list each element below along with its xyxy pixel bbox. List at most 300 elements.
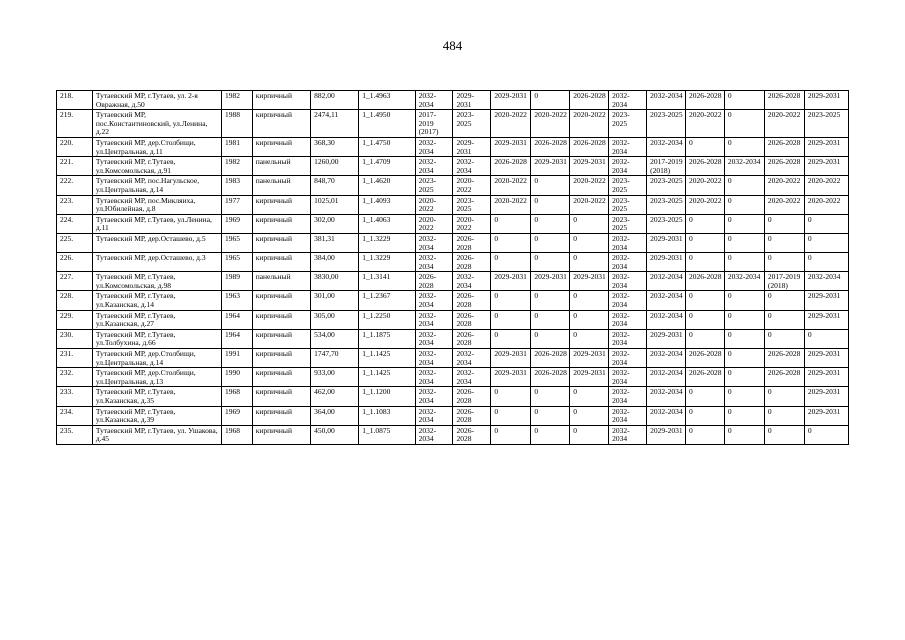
repair-period-6-cell: 2032-2034 <box>609 425 647 444</box>
repair-period-2-cell: 2020-2022 <box>453 214 491 233</box>
repair-period-5-cell: 0 <box>570 406 609 425</box>
repair-period-6-cell: 2032-2034 <box>609 387 647 406</box>
row-number-cell: 234. <box>57 406 93 425</box>
repair-period-1-cell: 2017-2019 (2017) <box>415 110 453 138</box>
repair-period-9-cell: 2032-2034 <box>724 157 764 176</box>
row-number-cell: 231. <box>57 349 93 368</box>
wall-material-cell: кирпичный <box>252 349 310 368</box>
repair-period-9-cell: 0 <box>724 233 764 252</box>
building-code-cell: 1_1.4750 <box>359 137 415 156</box>
repair-period-4-cell: 2026-2028 <box>531 349 570 368</box>
repair-period-11-cell: 2029-2031 <box>804 310 848 329</box>
area-cell: 534,00 <box>311 329 359 348</box>
repair-period-4-cell: 2020-2022 <box>531 110 570 138</box>
wall-material-cell: кирпичный <box>252 253 310 272</box>
repair-period-11-cell: 2029-2031 <box>804 91 848 110</box>
repair-period-7-cell: 2023-2025 <box>647 214 686 233</box>
table-row <box>57 272 849 291</box>
repair-period-10-cell: 0 <box>764 425 804 444</box>
repair-period-1-cell: 2020-2022 <box>415 195 453 214</box>
repair-period-6-cell: 2023-2025 <box>609 195 647 214</box>
repair-period-11-cell: 0 <box>804 233 848 252</box>
repair-period-5-cell: 0 <box>570 233 609 252</box>
table-row <box>57 349 849 368</box>
repair-period-8-cell: 0 <box>686 406 725 425</box>
area-cell: 2474,11 <box>311 110 359 138</box>
table-row <box>57 368 849 387</box>
year-built-cell: 1981 <box>221 137 252 156</box>
repair-period-1-cell: 2032-2034 <box>415 387 453 406</box>
repair-period-3-cell: 0 <box>491 329 531 348</box>
wall-material-cell: кирпичный <box>252 387 310 406</box>
repair-period-11-cell: 0 <box>804 253 848 272</box>
area-cell: 848,70 <box>311 176 359 195</box>
address-cell: Тутаевский МР, дер.Осташево, д.3 <box>92 253 221 272</box>
repair-period-11-cell: 2023-2025 <box>804 110 848 138</box>
table-row <box>57 310 849 329</box>
repair-period-11-cell: 2020-2022 <box>804 176 848 195</box>
repair-period-6-cell: 2032-2034 <box>609 329 647 348</box>
repair-period-1-cell: 2032-2034 <box>415 349 453 368</box>
address-cell: Тутаевский МР, г.Тутаев, ул.Казанская, д.27 <box>92 310 221 329</box>
building-code-cell: 1_1.3229 <box>359 233 415 252</box>
repair-period-8-cell: 0 <box>686 329 725 348</box>
repair-period-3-cell: 0 <box>491 406 531 425</box>
repair-period-3-cell: 2029-2031 <box>491 349 531 368</box>
repair-period-8-cell: 0 <box>686 214 725 233</box>
row-number-cell: 219. <box>57 110 93 138</box>
repair-period-4-cell: 0 <box>531 214 570 233</box>
area-cell: 301,00 <box>311 291 359 310</box>
repair-period-9-cell: 0 <box>724 425 764 444</box>
repair-period-10-cell: 2020-2022 <box>764 110 804 138</box>
repair-period-7-cell: 2032-2034 <box>647 91 686 110</box>
address-cell: Тутаевский МР, г.Тутаев, ул.Толбухина, д.66 <box>92 329 221 348</box>
repair-period-5-cell: 2029-2031 <box>570 368 609 387</box>
repair-period-7-cell: 2029-2031 <box>647 233 686 252</box>
page-number: 484 <box>442 38 463 53</box>
row-number-cell: 220. <box>57 137 93 156</box>
repair-period-2-cell: 2026-2028 <box>453 387 491 406</box>
repair-period-3-cell: 2029-2031 <box>491 272 531 291</box>
repair-period-8-cell: 0 <box>686 137 725 156</box>
repair-period-4-cell: 0 <box>531 253 570 272</box>
repair-period-7-cell: 2032-2034 <box>647 406 686 425</box>
year-built-cell: 1969 <box>221 214 252 233</box>
row-number-cell: 229. <box>57 310 93 329</box>
repair-period-10-cell: 2026-2028 <box>764 137 804 156</box>
repair-period-9-cell: 0 <box>724 310 764 329</box>
wall-material-cell: панельный <box>252 272 310 291</box>
repair-period-11-cell: 2029-2031 <box>804 368 848 387</box>
repair-period-4-cell: 0 <box>531 425 570 444</box>
building-code-cell: 1_1.1425 <box>359 368 415 387</box>
wall-material-cell: кирпичный <box>252 406 310 425</box>
repair-period-4-cell: 0 <box>531 291 570 310</box>
building-code-cell: 1_1.2250 <box>359 310 415 329</box>
repair-period-2-cell: 2032-2034 <box>453 272 491 291</box>
repair-period-6-cell: 2032-2034 <box>609 291 647 310</box>
repair-period-3-cell: 2029-2031 <box>491 91 531 110</box>
repair-period-2-cell: 2026-2028 <box>453 253 491 272</box>
area-cell: 882,00 <box>311 91 359 110</box>
repair-period-1-cell: 2032-2034 <box>415 91 453 110</box>
repair-period-2-cell: 2029-2031 <box>453 137 491 156</box>
repair-period-1-cell: 2026-2028 <box>415 272 453 291</box>
area-cell: 381,31 <box>311 233 359 252</box>
wall-material-cell: панельный <box>252 176 310 195</box>
repair-period-6-cell: 2032-2034 <box>609 91 647 110</box>
building-code-cell: 1_1.0875 <box>359 425 415 444</box>
repair-period-10-cell: 0 <box>764 291 804 310</box>
repair-period-8-cell: 2026-2028 <box>686 91 725 110</box>
repair-period-7-cell: 2029-2031 <box>647 425 686 444</box>
repair-period-4-cell: 0 <box>531 387 570 406</box>
repair-period-8-cell: 0 <box>686 425 725 444</box>
repair-period-4-cell: 0 <box>531 406 570 425</box>
repair-period-11-cell: 0 <box>804 329 848 348</box>
repair-period-5-cell: 0 <box>570 291 609 310</box>
wall-material-cell: кирпичный <box>252 110 310 138</box>
repair-period-4-cell: 2029-2031 <box>531 157 570 176</box>
wall-material-cell: кирпичный <box>252 291 310 310</box>
row-number-cell: 235. <box>57 425 93 444</box>
table-row <box>57 214 849 233</box>
row-number-cell: 221. <box>57 157 93 176</box>
repair-period-7-cell: 2023-2025 <box>647 176 686 195</box>
repair-period-10-cell: 0 <box>764 233 804 252</box>
year-built-cell: 1983 <box>221 176 252 195</box>
year-built-cell: 1990 <box>221 368 252 387</box>
repair-period-3-cell: 0 <box>491 291 531 310</box>
repair-period-4-cell: 0 <box>531 176 570 195</box>
area-cell: 305,00 <box>311 310 359 329</box>
repair-period-1-cell: 2032-2034 <box>415 329 453 348</box>
repair-period-11-cell: 0 <box>804 425 848 444</box>
repair-period-9-cell: 0 <box>724 253 764 272</box>
repair-period-6-cell: 2023-2025 <box>609 110 647 138</box>
repair-period-11-cell: 2029-2031 <box>804 406 848 425</box>
building-code-cell: 1_1.3229 <box>359 253 415 272</box>
repair-period-9-cell: 0 <box>724 110 764 138</box>
address-cell: Тутаевский МР, г.Тутаев, ул.Комсомольская, д.98 <box>92 272 221 291</box>
table-row <box>57 110 849 138</box>
row-number-cell: 233. <box>57 387 93 406</box>
row-number-cell: 225. <box>57 233 93 252</box>
repair-period-6-cell: 2032-2034 <box>609 406 647 425</box>
repair-period-9-cell: 0 <box>724 329 764 348</box>
repair-period-1-cell: 2032-2034 <box>415 368 453 387</box>
housing-repair-table <box>56 90 849 445</box>
address-cell: Тутаевский МР, г.Тутаев, ул.Казанская, д.35 <box>92 387 221 406</box>
repair-period-11-cell: 2029-2031 <box>804 137 848 156</box>
repair-period-5-cell: 2029-2031 <box>570 272 609 291</box>
repair-period-5-cell: 0 <box>570 214 609 233</box>
repair-period-5-cell: 0 <box>570 253 609 272</box>
repair-period-11-cell: 2029-2031 <box>804 349 848 368</box>
building-code-cell: 1_1.2367 <box>359 291 415 310</box>
repair-period-1-cell: 2020-2022 <box>415 214 453 233</box>
repair-period-4-cell: 0 <box>531 310 570 329</box>
wall-material-cell: кирпичный <box>252 91 310 110</box>
repair-period-6-cell: 2032-2034 <box>609 272 647 291</box>
repair-period-5-cell: 0 <box>570 329 609 348</box>
building-code-cell: 1_1.1875 <box>359 329 415 348</box>
address-cell: Тутаевский МР, дер.Столбищи, ул.Центральная, д.13 <box>92 368 221 387</box>
repair-period-9-cell: 0 <box>724 176 764 195</box>
table-row <box>57 157 849 176</box>
repair-period-4-cell: 0 <box>531 329 570 348</box>
year-built-cell: 1989 <box>221 272 252 291</box>
repair-period-10-cell: 0 <box>764 406 804 425</box>
repair-period-7-cell: 2032-2034 <box>647 368 686 387</box>
address-cell: Тутаевский МР, г.Тутаев, ул. Ушакова, д.45 <box>92 425 221 444</box>
wall-material-cell: кирпичный <box>252 310 310 329</box>
row-number-cell: 232. <box>57 368 93 387</box>
repair-period-2-cell: 2026-2028 <box>453 425 491 444</box>
row-number-cell: 223. <box>57 195 93 214</box>
repair-period-3-cell: 2020-2022 <box>491 176 531 195</box>
wall-material-cell: кирпичный <box>252 137 310 156</box>
building-code-cell: 1_1.4063 <box>359 214 415 233</box>
table-row <box>57 176 849 195</box>
repair-period-2-cell: 2026-2028 <box>453 291 491 310</box>
repair-period-8-cell: 2020-2022 <box>686 195 725 214</box>
repair-period-2-cell: 2026-2028 <box>453 310 491 329</box>
table-row <box>57 253 849 272</box>
row-number-cell: 228. <box>57 291 93 310</box>
wall-material-cell: панельный <box>252 157 310 176</box>
repair-period-6-cell: 2023-2025 <box>609 176 647 195</box>
year-built-cell: 1965 <box>221 253 252 272</box>
repair-period-4-cell: 2026-2028 <box>531 137 570 156</box>
repair-period-6-cell: 2032-2034 <box>609 310 647 329</box>
repair-period-10-cell: 2020-2022 <box>764 176 804 195</box>
area-cell: 3830,00 <box>311 272 359 291</box>
repair-period-2-cell: 2026-2028 <box>453 233 491 252</box>
repair-period-4-cell: 2026-2028 <box>531 368 570 387</box>
repair-period-8-cell: 0 <box>686 310 725 329</box>
repair-period-4-cell: 0 <box>531 91 570 110</box>
repair-period-3-cell: 2020-2022 <box>491 195 531 214</box>
wall-material-cell: кирпичный <box>252 195 310 214</box>
repair-period-7-cell: 2017-2019 (2018) <box>647 157 686 176</box>
repair-period-10-cell: 2026-2028 <box>764 368 804 387</box>
row-number-cell: 218. <box>57 91 93 110</box>
area-cell: 302,00 <box>311 214 359 233</box>
year-built-cell: 1964 <box>221 310 252 329</box>
repair-period-10-cell: 0 <box>764 310 804 329</box>
repair-period-2-cell: 2023-2025 <box>453 195 491 214</box>
repair-period-3-cell: 0 <box>491 425 531 444</box>
repair-period-5-cell: 2020-2022 <box>570 195 609 214</box>
repair-period-2-cell: 2026-2028 <box>453 329 491 348</box>
repair-period-3-cell: 2026-2028 <box>491 157 531 176</box>
area-cell: 1260,00 <box>311 157 359 176</box>
repair-period-10-cell: 2020-2022 <box>764 195 804 214</box>
repair-period-7-cell: 2032-2034 <box>647 349 686 368</box>
repair-period-3-cell: 0 <box>491 387 531 406</box>
area-cell: 462,00 <box>311 387 359 406</box>
row-number-cell: 227. <box>57 272 93 291</box>
repair-period-10-cell: 2026-2028 <box>764 349 804 368</box>
repair-period-4-cell: 0 <box>531 233 570 252</box>
area-cell: 1747,70 <box>311 349 359 368</box>
address-cell: Тутаевский МР, г.Тутаев, ул. 2-я Овражная, д.50 <box>92 91 221 110</box>
building-code-cell: 1_1.1425 <box>359 349 415 368</box>
address-cell: Тутаевский МР, дер.Столбищи, ул.Центральная, д.11 <box>92 137 221 156</box>
wall-material-cell: кирпичный <box>252 233 310 252</box>
building-code-cell: 1_1.4709 <box>359 157 415 176</box>
repair-period-8-cell: 2020-2022 <box>686 110 725 138</box>
area-cell: 368,30 <box>311 137 359 156</box>
repair-period-9-cell: 2032-2034 <box>724 272 764 291</box>
table-row <box>57 137 849 156</box>
repair-period-7-cell: 2029-2031 <box>647 329 686 348</box>
repair-period-3-cell: 2029-2031 <box>491 368 531 387</box>
repair-period-3-cell: 2020-2022 <box>491 110 531 138</box>
repair-period-1-cell: 2032-2034 <box>415 233 453 252</box>
building-code-cell: 1_1.1083 <box>359 406 415 425</box>
repair-period-9-cell: 0 <box>724 349 764 368</box>
repair-period-7-cell: 2023-2025 <box>647 195 686 214</box>
repair-period-8-cell: 2020-2022 <box>686 176 725 195</box>
repair-period-1-cell: 2032-2034 <box>415 253 453 272</box>
repair-period-2-cell: 2032-2034 <box>453 157 491 176</box>
repair-period-2-cell: 2029-2031 <box>453 91 491 110</box>
repair-period-5-cell: 2029-2031 <box>570 349 609 368</box>
address-cell: Тутаевский МР, дер.Столбищи, ул.Центральная, д.14 <box>92 349 221 368</box>
repair-period-1-cell: 2032-2034 <box>415 406 453 425</box>
repair-period-9-cell: 0 <box>724 406 764 425</box>
repair-period-6-cell: 2032-2034 <box>609 233 647 252</box>
repair-period-11-cell: 2029-2031 <box>804 157 848 176</box>
address-cell: Тутаевский МР, г.Тутаев, ул.Ленина, д.11 <box>92 214 221 233</box>
repair-period-1-cell: 2032-2034 <box>415 425 453 444</box>
table-body <box>57 91 849 445</box>
repair-period-8-cell: 2026-2028 <box>686 272 725 291</box>
repair-period-8-cell: 0 <box>686 233 725 252</box>
repair-period-9-cell: 0 <box>724 91 764 110</box>
year-built-cell: 1977 <box>221 195 252 214</box>
repair-period-7-cell: 2032-2034 <box>647 137 686 156</box>
year-built-cell: 1965 <box>221 233 252 252</box>
repair-period-5-cell: 2020-2022 <box>570 176 609 195</box>
building-code-cell: 1_1.1200 <box>359 387 415 406</box>
repair-period-11-cell: 0 <box>804 214 848 233</box>
repair-period-2-cell: 2032-2034 <box>453 368 491 387</box>
repair-period-9-cell: 0 <box>724 137 764 156</box>
repair-period-1-cell: 2032-2034 <box>415 157 453 176</box>
wall-material-cell: кирпичный <box>252 214 310 233</box>
repair-period-3-cell: 0 <box>491 233 531 252</box>
repair-period-8-cell: 2026-2028 <box>686 349 725 368</box>
row-number-cell: 222. <box>57 176 93 195</box>
year-built-cell: 1968 <box>221 387 252 406</box>
table-row <box>57 425 849 444</box>
year-built-cell: 1969 <box>221 406 252 425</box>
repair-period-4-cell: 0 <box>531 195 570 214</box>
repair-period-1-cell: 2032-2034 <box>415 291 453 310</box>
repair-period-9-cell: 0 <box>724 195 764 214</box>
address-cell: Тутаевский МР, пос.Микляиха, ул.Юбилейная, д.8 <box>92 195 221 214</box>
address-cell: Тутаевский МР, дер.Осташево, д.5 <box>92 233 221 252</box>
table-row <box>57 406 849 425</box>
repair-period-9-cell: 0 <box>724 368 764 387</box>
repair-period-9-cell: 0 <box>724 214 764 233</box>
address-cell: Тутаевский МР, пос.Константиновский, ул.Ленина, д.22 <box>92 110 221 138</box>
repair-period-8-cell: 2026-2028 <box>686 368 725 387</box>
table-row <box>57 233 849 252</box>
repair-period-5-cell: 0 <box>570 425 609 444</box>
repair-period-1-cell: 2032-2034 <box>415 310 453 329</box>
address-cell: Тутаевский МР, г.Тутаев, ул.Казанская, д.39 <box>92 406 221 425</box>
repair-period-7-cell: 2032-2034 <box>647 291 686 310</box>
area-cell: 933,00 <box>311 368 359 387</box>
repair-period-11-cell: 2029-2031 <box>804 291 848 310</box>
repair-period-6-cell: 2032-2034 <box>609 368 647 387</box>
repair-period-7-cell: 2029-2031 <box>647 253 686 272</box>
repair-period-3-cell: 0 <box>491 253 531 272</box>
area-cell: 384,00 <box>311 253 359 272</box>
repair-period-2-cell: 2032-2034 <box>453 349 491 368</box>
repair-period-3-cell: 2029-2031 <box>491 137 531 156</box>
repair-period-8-cell: 2026-2028 <box>686 157 725 176</box>
repair-period-5-cell: 2020-2022 <box>570 110 609 138</box>
table-row <box>57 91 849 110</box>
repair-period-5-cell: 2026-2028 <box>570 91 609 110</box>
wall-material-cell: кирпичный <box>252 368 310 387</box>
repair-period-7-cell: 2032-2034 <box>647 310 686 329</box>
repair-period-1-cell: 2023-2025 <box>415 176 453 195</box>
row-number-cell: 224. <box>57 214 93 233</box>
year-built-cell: 1988 <box>221 110 252 138</box>
repair-period-10-cell: 0 <box>764 387 804 406</box>
table-row <box>57 291 849 310</box>
repair-period-4-cell: 2029-2031 <box>531 272 570 291</box>
repair-period-2-cell: 2020-2022 <box>453 176 491 195</box>
repair-period-10-cell: 0 <box>764 214 804 233</box>
row-number-cell: 230. <box>57 329 93 348</box>
year-built-cell: 1991 <box>221 349 252 368</box>
repair-period-11-cell: 2029-2031 <box>804 387 848 406</box>
repair-period-6-cell: 2032-2034 <box>609 157 647 176</box>
building-code-cell: 1_1.4093 <box>359 195 415 214</box>
address-cell: Тутаевский МР, пос.Нагульское, ул.Центральная, д.14 <box>92 176 221 195</box>
building-code-cell: 1_1.4963 <box>359 91 415 110</box>
repair-period-11-cell: 2032-2034 <box>804 272 848 291</box>
building-code-cell: 1_1.4620 <box>359 176 415 195</box>
repair-period-9-cell: 0 <box>724 291 764 310</box>
year-built-cell: 1982 <box>221 157 252 176</box>
repair-period-3-cell: 0 <box>491 310 531 329</box>
year-built-cell: 1964 <box>221 329 252 348</box>
repair-period-2-cell: 2023-2025 <box>453 110 491 138</box>
repair-period-5-cell: 0 <box>570 310 609 329</box>
repair-period-6-cell: 2032-2034 <box>609 137 647 156</box>
repair-period-10-cell: 0 <box>764 253 804 272</box>
wall-material-cell: кирпичный <box>252 425 310 444</box>
repair-period-8-cell: 0 <box>686 387 725 406</box>
repair-period-10-cell: 0 <box>764 329 804 348</box>
wall-material-cell: кирпичный <box>252 329 310 348</box>
year-built-cell: 1982 <box>221 91 252 110</box>
repair-period-7-cell: 2023-2025 <box>647 110 686 138</box>
repair-period-6-cell: 2032-2034 <box>609 349 647 368</box>
area-cell: 450,00 <box>311 425 359 444</box>
repair-period-7-cell: 2032-2034 <box>647 272 686 291</box>
table-row <box>57 195 849 214</box>
